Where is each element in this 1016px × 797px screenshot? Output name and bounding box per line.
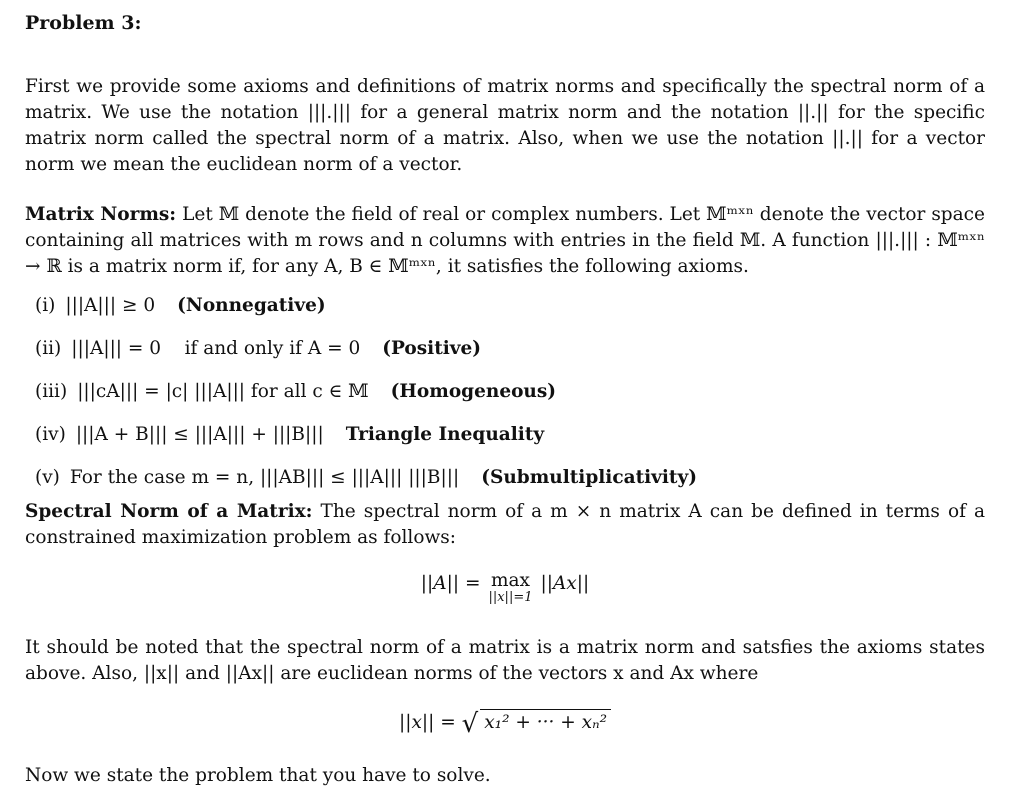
- axiom-list: [35, 284, 985, 499]
- axiom-label: (Submultiplicativity): [481, 467, 697, 488]
- axiom-expression: For the case m = n, |||AB||| ≤ |||A||| |||B|||: [69, 467, 460, 488]
- axiom-number: (i): [35, 295, 56, 316]
- axiom-expression: |||A||| ≥ 0: [65, 295, 156, 316]
- note-paragraph: It should be noted that the spectral norm of a matrix is a matrix norm and satsfies the axioms states above. Also, ||x|| and ||Ax|| are euclidean norms of the vectors x and Ax where: [25, 637, 985, 684]
- intro-paragraph: First we provide some axioms and definitions of matrix norms and specifically the spectral norm of a matrix. We use the notation |||.||| for a general matrix norm and the notation ||.|| for the specific matrix norm called the spectral norm of a matrix. Also, when we use the notation ||.|| for a vector norm we mean the euclidean norm of a vector.: [25, 76, 985, 175]
- equation-lhs: ||x|| =: [399, 712, 456, 733]
- radicand: x₁² + ··· + xₙ²: [480, 709, 611, 736]
- closing-paragraph: Now we state the problem that you have to solve.: [25, 765, 491, 786]
- max-operator: max: [490, 570, 530, 591]
- axiom-item: [35, 456, 985, 499]
- equation-max: [488, 571, 532, 605]
- matrix-norms-heading: Matrix Norms:: [25, 204, 177, 225]
- axiom-item: [35, 327, 985, 370]
- axiom-expression: |||A + B||| ≤ |||A||| + |||B|||: [75, 424, 324, 445]
- axiom-number: (iv): [35, 424, 66, 445]
- equation-lhs: ||A|| =: [420, 573, 481, 594]
- spectral-norm-heading: Spectral Norm of a Matrix:: [25, 501, 313, 522]
- matrix-norms-paragraph: [25, 202, 985, 280]
- axiom-item: [35, 413, 985, 456]
- axiom-expression: |||A||| = 0 if and only if A = 0: [71, 338, 361, 359]
- axiom-item: [35, 284, 985, 327]
- axiom-expression: |||cA||| = |c| |||A||| for all c ∈ 𝕄: [77, 381, 369, 402]
- spectral-norm-equation: [25, 571, 985, 631]
- axiom-label: (Nonnegative): [177, 295, 326, 316]
- axiom-number: (v): [35, 467, 60, 488]
- axiom-number: (ii): [35, 338, 62, 359]
- euclidean-norm-equation: [25, 709, 985, 753]
- axiom-number: (iii): [35, 381, 68, 402]
- axiom-label: (Positive): [382, 338, 482, 359]
- problem-title: Problem 3:: [25, 12, 142, 34]
- axiom-label: Triangle Inequality: [345, 424, 545, 445]
- radical-sign: √: [461, 709, 479, 739]
- axiom-label: (Homogeneous): [390, 381, 557, 402]
- spectral-norm-text: The spectral norm of a m × n matrix A can be defined in terms of a constrained maximization problem as follows:: [25, 501, 985, 548]
- matrix-norms-text: Let 𝕄 denote the field of real or complex numbers. Let 𝕄ᵐˣⁿ denote the vector space containing all matrices with m rows and n columns with entries in the field 𝕄. A function |||.||| : 𝕄ᵐˣⁿ → ℝ is a matrix norm if, for any A, B ∈ 𝕄ᵐˣⁿ, it satisfies the following axioms.: [25, 204, 985, 277]
- max-constraint: ||x||=1: [488, 590, 533, 605]
- spectral-norm-paragraph: [25, 499, 985, 551]
- axiom-item: [35, 370, 985, 413]
- document-page: [25, 10, 985, 789]
- equation-rhs: ||Ax||: [540, 573, 590, 594]
